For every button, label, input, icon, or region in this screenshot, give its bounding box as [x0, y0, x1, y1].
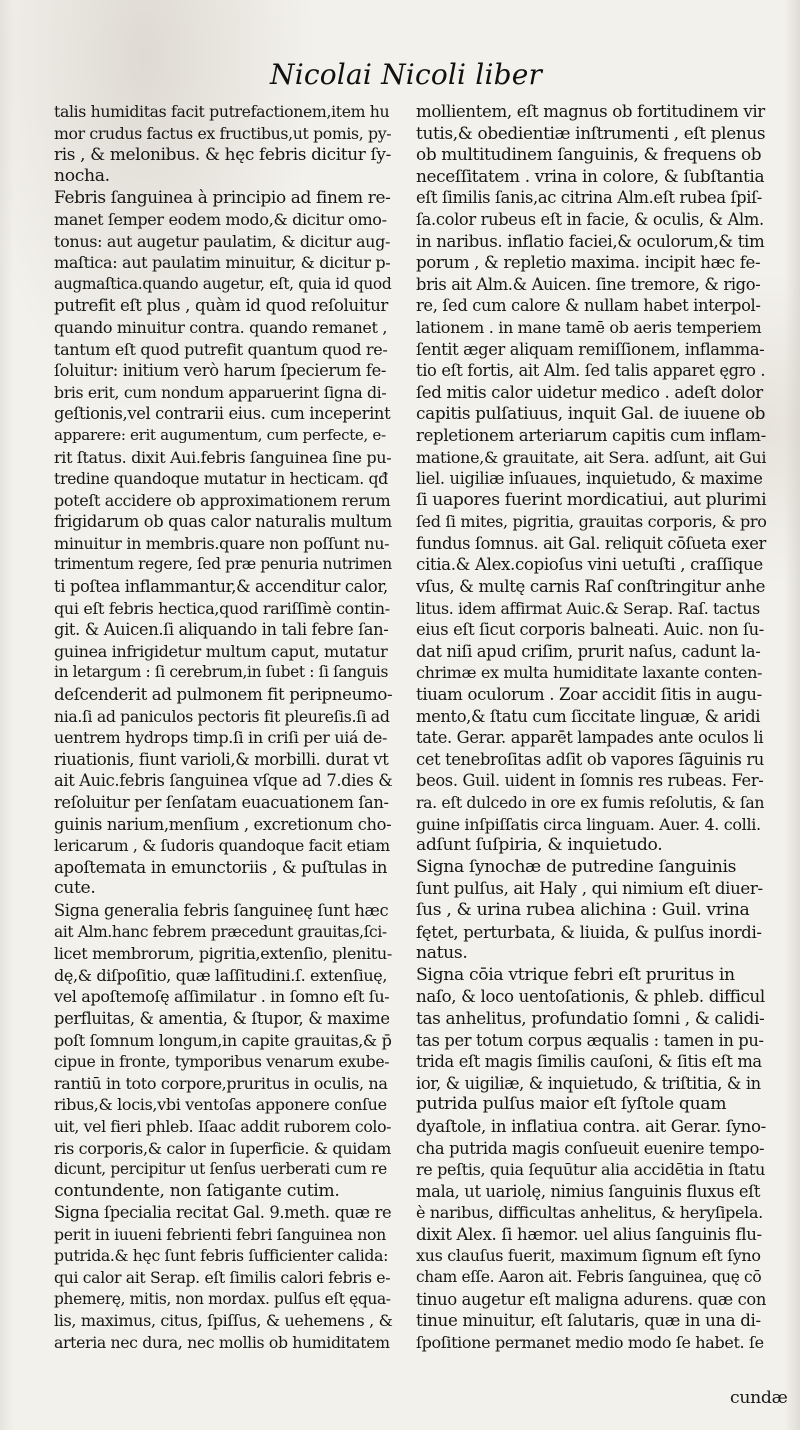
text-line: reſoluitur per ſenſatam euacuationem ſan-: [54, 793, 389, 812]
text-line: Signa generalia febris ſanguineę ſunt hæc: [54, 900, 389, 920]
text-line: cipue in fronte, tymporibus venarum exube-: [54, 1052, 390, 1072]
text-line: tiuam oculorum . Zoar accidit ſitis in augu-: [416, 685, 762, 705]
text-line: maſtica: aut paulatim minuitur, & dicitur p-: [54, 253, 391, 273]
text-line: tinue minuitur, eſt ſalutaris, quæ in una di-: [416, 1311, 761, 1331]
text-line: liel. uigiliæ inſuaues, inquietudo, & maxime: [416, 469, 763, 489]
text-line: git. & Auicen.ſi aliquando in tali febre ſan-: [54, 620, 389, 640]
text-line: ribus,& locis,vbi ventoſas apponere conſue: [54, 1095, 387, 1115]
text-line: ris , & melonibus. & hęc febris dicitur ſy-: [54, 144, 391, 165]
text-line: guinea infrigidetur multum caput, mutatur: [54, 641, 388, 661]
text-line: trida eſt magis ſimilis cauſoni, & ſitis eſt ma: [416, 1052, 762, 1072]
text-line: quando minuitur contra. quando remanet ,: [54, 317, 388, 337]
text-line: arteria nec dura, nec mollis ob humiditatem: [54, 1332, 390, 1352]
text-line: apparere: erit augumentum, cum perfecte, e-: [54, 425, 386, 444]
text-line: rantiū in toto corpore,pruritus in oculis, na: [54, 1073, 388, 1093]
text-line: frigidarum ob quas calor naturalis multum: [54, 512, 392, 532]
text-line: vel apoſtemoſę aſſimilatur . in ſomno eſt ſu-: [54, 987, 390, 1007]
text-line: fętet, perturbata, & liuida, & pulſus inordi-: [416, 922, 762, 942]
text-line: ior, & uigiliæ, & inquietudo, & triſtitia, & in: [416, 1073, 761, 1093]
text-line: tinuo augetur eſt maligna adurens. quæ con: [416, 1289, 766, 1309]
text-line: geſtionis,vel contrarii eius. cum inceperint: [54, 404, 391, 424]
text-line: in letargum : ſi cerebrum,in ſubet : ſi ſanguis: [54, 663, 388, 682]
text-line: Febris ſanguinea à principio ad finem re-: [54, 187, 391, 208]
text-line: dyaſtole, in inflatiua contra. ait Gerar. ſyno-: [416, 1116, 766, 1136]
text-line: neceſſitatem . vrina in colore, & ſubſtantia: [416, 165, 765, 186]
text-line: minuitur in membris.quare non poſſunt nu-: [54, 533, 390, 553]
text-line: xus clauſus fuerit, maximum ſignum eſt ſyno: [416, 1246, 761, 1266]
text-line: re, ſed cum calore & nullam habet interpol-: [416, 296, 761, 316]
text-line: ſa.color rubeus eſt in facie, & oculis, & Alm.: [416, 209, 764, 229]
text-line: eius eſt ſicut corporis balneati. Auic. non ſu-: [416, 620, 764, 640]
text-line: repletionem arteriarum capitis cum inflam-: [416, 425, 766, 445]
text-line: chrimæ ex multa humiditate laxante conten-: [416, 663, 763, 683]
text-line: dicunt, percipitur ut ſenſus uerberati cum re: [54, 1160, 387, 1179]
text-line: vſus, & multę carnis Raſ conſtringitur anhe: [416, 577, 766, 597]
text-line: guine inſpiſſatis circa linguam. Auer. 4. colli.: [416, 814, 761, 834]
text-line: licet membrorum, pigritia,extenſio, plenitu-: [54, 944, 392, 964]
right-column: [416, 101, 766, 1353]
text-line: cute.: [54, 878, 96, 899]
text-line: riuationis, fiunt varioli,& morbilli. durat vt: [54, 749, 389, 769]
text-line: lericarum , & ſudoris quandoque facit etiam: [54, 836, 390, 856]
text-line: tonus: aut augetur paulatim, & dicitur aug-: [54, 231, 391, 251]
text-line: naſo, & loco uentoſationis, & phleb. difficul: [416, 987, 765, 1007]
text-line: poſt ſomnum longum,in capite grauitas,& p̄: [54, 1030, 392, 1050]
text-line: guinis narium,menſium , excretionum cho-: [54, 814, 392, 834]
text-line: putrida pulſus maior eſt ſyſtole quam: [416, 1094, 727, 1115]
left-column: [54, 101, 392, 1353]
text-line: bris ait Alm.& Auicen. ſine tremore, & rigo-: [416, 274, 761, 294]
text-line: Signa ſpecialia recitat Gal. 9.meth. quæ re: [54, 1203, 392, 1223]
text-line: putrefit eſt plus , quàm id quod reſoluitur: [54, 296, 389, 316]
text-line: nia.ſi ad paniculos pectoris fit pleureſis.ſi ad: [54, 706, 390, 726]
text-line: tas anhelitus, profundatio ſomni , & calidi-: [416, 1007, 765, 1028]
text-line: litus. idem affirmat Auic.& Serap. Raſ. tactus: [416, 598, 760, 618]
text-line: nocha.: [54, 165, 110, 186]
text-line: tas per totum corpus æqualis : tamen in pu-: [416, 1030, 764, 1050]
text-line: mollientem, eſt magnus ob fortitudinem vir: [416, 102, 765, 121]
text-line: ſoluitur: initium verò harum ſpecierum fe-: [54, 361, 387, 381]
text-line: ſi uapores fuerint mordicatiui, aut plurimi: [416, 489, 767, 510]
text-line: dixit Alex. ſi hæmor. uel alius ſanguinis flu-: [416, 1224, 762, 1244]
text-line: cha putrida magis conſueuit euenire tempo-: [416, 1138, 765, 1158]
text-line: ris corporis,& calor in ſuperficie. & quidam: [54, 1138, 391, 1158]
text-line: cet tenebroſitas adſit ob vapores ſāguinis ru: [416, 749, 764, 769]
text-line: lationem . in mane tamē ob aeris temperiem: [416, 317, 762, 337]
text-line: ſpoſitione permanet medio modo ſe habet. ſe: [416, 1332, 764, 1352]
text-line: ait Auic.febris ſanguinea vſque ad 7.dies &: [54, 771, 393, 791]
text-line: manet ſemper eodem modo,& dicitur omo-: [54, 209, 387, 229]
text-line: è naribus, difficultas anhelitus, & heryſipela.: [416, 1203, 763, 1223]
text-line: deſcenderit ad pulmonem fit peripneumo-: [54, 685, 393, 705]
text-line: ti poſtea inflammantur,& accenditur calor,: [54, 577, 388, 597]
text-line: Signa ſynochæ de putredine ſanguinis: [416, 856, 737, 877]
text-line: beos. Guil. uident in ſomnis res rubeas. Fer-: [416, 771, 764, 791]
text-line: porum , & repletio maxima. incipit hæc fe-: [416, 253, 761, 273]
text-line: dę,& diſpoſitio, quæ laſſitudini.ſ. extenſiuę,: [54, 965, 388, 985]
text-line: talis humiditas facit putrefactionem,item hu: [54, 102, 390, 121]
text-line: augmaſtica.quando augetur, eſt, quia id quod: [54, 274, 392, 293]
text-line: uit, vel fieri phleb. Iſaac addit ruborem colo-: [54, 1116, 392, 1136]
running-title: Nicolai Nicoli liber: [270, 58, 543, 91]
text-line: ſus , & urina rubea alichina : Guil. vrina: [416, 899, 750, 920]
text-line: in naribus. inflatio faciei,& oculorum,& tim: [416, 231, 765, 251]
text-line: tredine quandoque mutatur in hecticam. qđ: [54, 469, 388, 489]
text-line: perit in iuueni febrienti febri ſanguinea non: [54, 1224, 386, 1244]
text-line: tutis,& obedientiæ inſtrumenti , eſt plenus: [416, 122, 766, 143]
text-line: ſed mitis calor uidetur medico . adeſt dolor: [416, 382, 763, 402]
text-line: rit ſtatus. dixit Aui.febris ſanguinea ſine pu-: [54, 447, 392, 467]
text-line: capitis pulſatiuus, inquit Gal. de iuuene ob: [416, 403, 766, 424]
text-line: trimentum regere, ſed præ penuria nutrimen: [54, 555, 392, 574]
text-line: fundus ſomnus. ait Gal. reliquit cōſueta exer: [416, 533, 766, 553]
text-line: uentrem hydrops timp.ſi in criſi per uiá de-: [54, 728, 388, 748]
text-line: ſentit æger aliquam remiſſionem, inflamma-: [416, 339, 765, 359]
text-line: Signa cōia vtrique febri eſt pruritus in: [416, 964, 735, 985]
text-line: ob multitudinem ſanguinis, & frequens ob: [416, 144, 762, 165]
catchword: cundæ: [730, 1388, 788, 1408]
text-line: qui calor ait Serap. eſt ſimilis calori febris e-: [54, 1268, 391, 1288]
text-line: ait Alm.hanc febrem præcedunt grauitas,ſci-: [54, 922, 387, 941]
text-line: ra. eſt dulcedo in ore ex fumis reſolutis, & ſan: [416, 793, 765, 812]
text-line: bris erit, cum nondum apparuerint ſigna di-: [54, 382, 387, 402]
text-line: adſunt ſuſpiria, & inquietudo.: [416, 835, 663, 856]
text-line: matione,& grauitate, ait Sera. adſunt, ait Gui: [416, 447, 767, 467]
text-line: lis, maximus, citus, ſpiſſus, & uehemens , &: [54, 1311, 393, 1331]
text-line: re peſtis, quia ſequūtur alia accidētia in ſtatu: [416, 1160, 765, 1180]
text-line: ſunt pulſus, ait Haly , qui nimium eſt diuer-: [416, 879, 763, 899]
text-line: citia.& Alex.copioſus vini uetuſti , craſſique: [416, 555, 763, 575]
text-line: mento,& ſtatu cum ſiccitate linguæ, & aridi: [416, 706, 761, 726]
text-line: putrida.& hęc ſunt febris ſufficienter calida:: [54, 1246, 389, 1266]
text-line: tio eſt fortis, ait Alm. ſed talis apparet ęgro .: [416, 361, 766, 381]
text-line: dat niſi apud criſim, prurit naſus, cadunt la-: [416, 641, 761, 661]
text-line: ſed ſi mites, pigritia, grauitas corporis, & pro: [416, 512, 767, 532]
text-line: apoſtemata in emunctoriis , & puſtulas in: [54, 857, 388, 877]
text-line: natus.: [416, 943, 468, 964]
text-line: tate. Gerar. apparēt lampades ante oculos li: [416, 728, 764, 748]
text-line: perfluitas, & amentia, & ſtupor, & maxime: [54, 1008, 390, 1028]
text-line: qui eſt febris hectica,quod rariſſimè contin-: [54, 598, 390, 618]
text-line: mor crudus factus ex fructibus,ut pomis, py-: [54, 123, 392, 143]
text-line: eſt ſimilis ſanis,ac citrina Alm.eſt rubea ſpiſ-: [416, 188, 762, 208]
text-line: phemerę, mitis, non mordax. pulſus eſt ęqua-: [54, 1289, 391, 1308]
text-line: contundente, non ſatigante cutim.: [54, 1180, 340, 1201]
text-line: poteſt accidere ob approximationem rerum: [54, 490, 391, 510]
text-line: mala, ut uariolę, nimius ſanguinis fluxus eſt: [416, 1181, 761, 1201]
text-line: tantum eſt quod putrefit quantum quod re-: [54, 339, 388, 359]
text-line: cham eſſe. Aaron ait. Febris ſanguinea, quę cō: [416, 1268, 762, 1287]
